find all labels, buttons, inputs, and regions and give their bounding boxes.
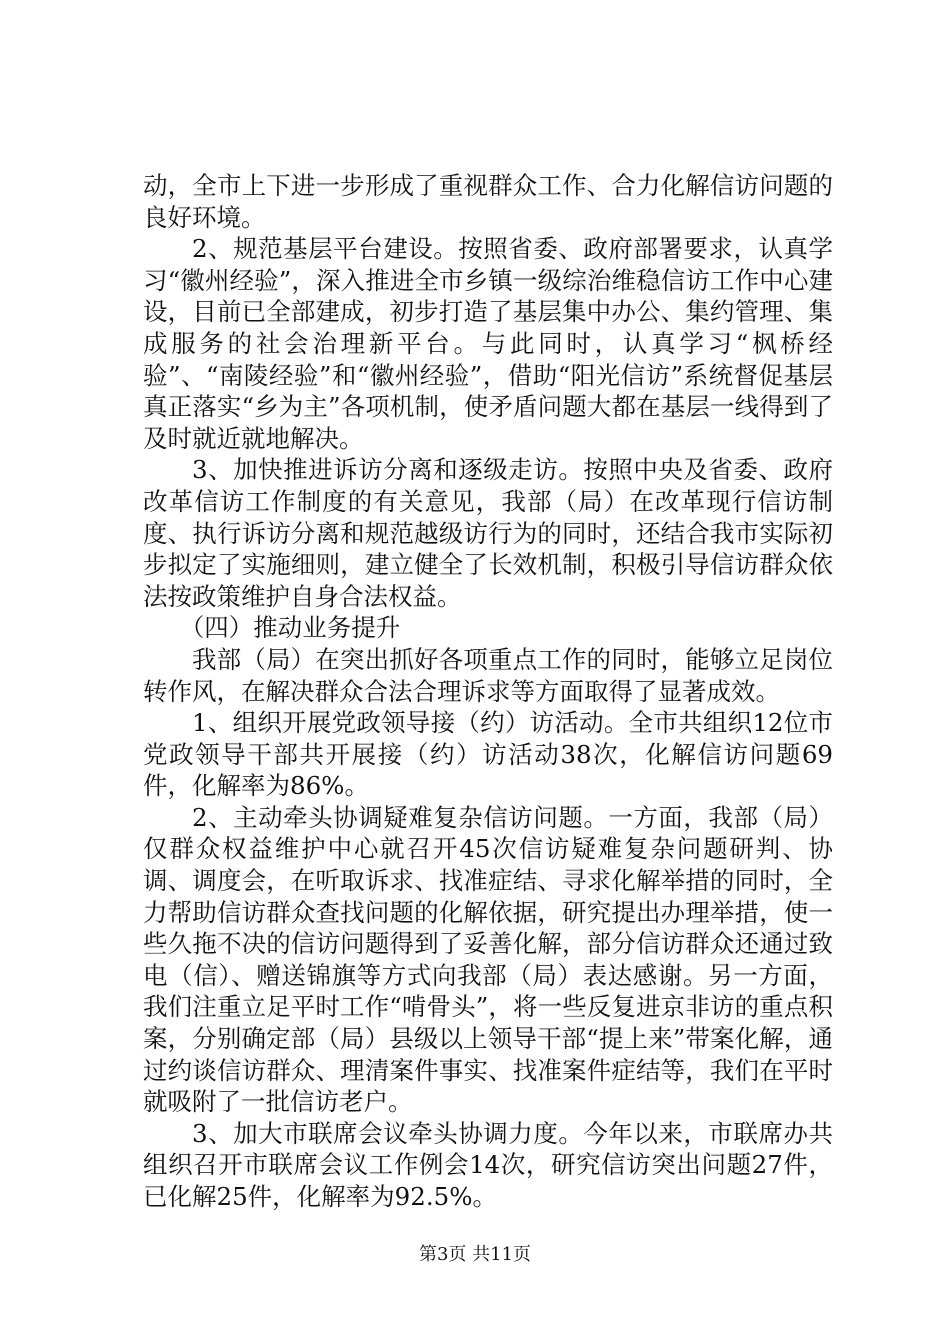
paragraph-item-3-separation: 3、加快推进诉访分离和逐级走访。按照中央及省委、政府改革信访工作制度的有关意见，我部（局）在改革现行信访制度、执行诉访分离和规范越级访行为的同时，还结合我市实际初步拟定了实施细则，建立健全了长效机制，积极引导信访群众依法按政策维护自身合法权益。 — [143, 455, 833, 611]
section-heading: （四）推动业务提升 — [179, 613, 401, 643]
paragraph-item-3-joint-meeting: 3、加大市联席会议牵头协调力度。今年以来，市联席办共组织召开市联席会议工作例会14次，研究信访突出问题27件，已化解25件，化解率为92.5%。 — [143, 1118, 833, 1211]
paragraph-item-2-platform: 2、规范基层平台建设。按照省委、政府部署要求，认真学习“徽州经验”，深入推进全市乡镇一级综治维稳信访工作中心建设，目前已全部建成，初步打造了基层集中办公、集约管理、集成服务的社会治理新平台。与此同时，认真学习“枫桥经验”、“南陵经验”和“徽州经验”，借助“阳光信访”系统督促基层真正落实“乡为主”各项机制，使矛盾问题大都在基层一线得到了及时就近就地解决。 — [143, 234, 833, 453]
paragraph-item-1-visits: 1、组织开展党政领导接（约）访活动。全市共组织12位市党政领导干部共开展接（约）访活动38次，化解信访问题69件，化解率为86%。 — [143, 708, 833, 801]
document-body — [143, 170, 833, 1213]
paragraph-section-intro: 我部（局）在突出抓好各项重点工作的同时，能够立足岗位转作风，在解决群众合法合理诉求等方面取得了显著成效。 — [143, 644, 833, 706]
page-footer: 第3页 共11页 — [418, 1244, 532, 1265]
paragraph-item-2-coordination: 2、主动牵头协调疑难复杂信访问题。一方面，我部（局）仅群众权益维护中心就召开45次信访疑难复杂问题研判、协调、调度会，在听取诉求、找准症结、寻求化解举措的同时，全力帮助信访群众查找问题的化解依据，研究提出办理举措，使一些久拖不决的信访问题得到了妥善化解，部分信访群众还通过致电（信）、赠送锦旗等方式向我部（局）表达感谢。另一方面，我们注重立足平时工作“啃骨头”，将一些反复进京非访的重点积案，分别确定部（局）县级以上领导干部“提上来”带案化解，通过约谈信访群众、理清案件事实、找准案件症结等，我们在平时就吸附了一批信访老户。 — [143, 802, 833, 1117]
paragraph-continuation: 动，全市上下进一步形成了重视群众工作、合力化解信访问题的良好环境。 — [143, 171, 833, 232]
